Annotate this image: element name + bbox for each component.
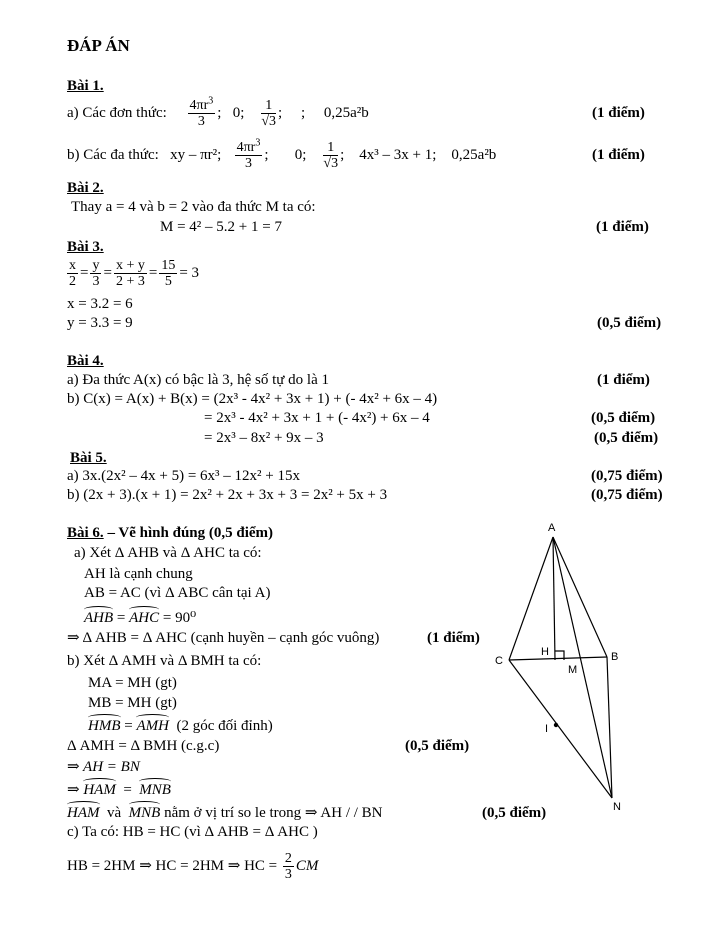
frac-num: 1 — [323, 140, 338, 156]
bai1-a-line: a) Các đơn thức: $\frac{4\pi r^3}{3}$ ; 0; $\frac{1}{√3}$ ; ; 0,25a²b — [67, 95, 369, 130]
label-h: H — [541, 646, 549, 658]
bai6-ah-common: AH là cạnh chung — [84, 566, 193, 582]
frac-den: 3 — [244, 156, 252, 172]
label-m: M — [568, 664, 578, 676]
segment-ah — [553, 537, 555, 660]
points-label: (1 điểm) — [592, 147, 645, 163]
bai3-heading: Bài 3. — [67, 239, 104, 255]
bai6-c-line: c) Ta có: HB = HC (vì Δ AHB = Δ AHC ) — [67, 824, 318, 840]
frac-num: x + y — [115, 258, 145, 274]
frac-num: y — [92, 258, 100, 274]
points-label: (1 điểm) — [592, 105, 645, 121]
bai4-a-line: a) Đa thức A(x) có bậc là 3, hệ số tự do là 1 — [67, 372, 330, 388]
implies: ⇒ — [67, 782, 80, 798]
eq-sign: = — [124, 718, 133, 734]
zero-value: 0; — [232, 105, 245, 121]
points-label: (0,5 điểm) — [482, 805, 547, 821]
bai4-b-line-1: b) C(x) = A(x) + B(x) = (2x³ - 4x² + 3x + 1) + (- 4x² + 6x – 4) — [67, 391, 438, 407]
points-label: (0,5 điểm) — [597, 315, 662, 331]
bai6-ah-bn: ⇒ AH = BN — [67, 759, 140, 775]
bai6-congruence-2: Δ AMH = Δ BMH (c.g.c) — [67, 738, 220, 754]
label-n: N — [613, 801, 621, 813]
points-label: (1 điểm) — [427, 630, 480, 646]
bai1-b-prefix: b) Các đa thức: — [67, 147, 159, 163]
vertical-note: (2 góc đối đỉnh) — [176, 718, 273, 734]
bai4-b-line-3: = 2x³ – 8x² + 9x – 3 — [204, 430, 324, 446]
poly-2: 4x³ – 3x + 1; — [359, 147, 437, 163]
points-label: (0,5 điểm) — [594, 430, 659, 446]
segment-cb — [509, 657, 607, 660]
label-a: A — [548, 522, 556, 534]
angle-ham: HAM — [83, 782, 116, 798]
label-i: I — [545, 723, 549, 735]
segment-ac — [509, 537, 553, 660]
bai5-a-line: a) 3x.(2x² – 4x + 5) = 6x³ – 12x² + 15x — [67, 468, 301, 484]
angle-value: = 90⁰ — [162, 610, 197, 626]
last-line-text: HB = 2HM ⇒ HC = 2HM ⇒ HC = — [67, 858, 278, 874]
frac-den: √3 — [323, 156, 339, 172]
bai5-heading: Bài 5. — [70, 450, 107, 466]
bai2-line-2: M = 4² – 5.2 + 1 = 7 — [160, 219, 282, 235]
alt-mid: và — [107, 805, 122, 821]
angle-ahb: AHB — [84, 610, 114, 626]
points-label: (0,75 điểm) — [591, 468, 663, 484]
points-label: (0,5 điểm) — [591, 410, 656, 426]
frac-num: 4πr — [189, 98, 209, 114]
angle-ham: HAM — [67, 805, 100, 821]
frac-den: 3 — [284, 867, 292, 883]
bai1-b-line: b) Các đa thức: xy – πr²; $\frac{4\pi r^3}{3}$ ; 0; $\frac{1}{√3}$ ; 4x³ – 3x + 1; 0,25a²b — [67, 137, 497, 172]
angle-amh: AMH — [136, 718, 169, 734]
frac-den: 3 — [92, 274, 100, 290]
bai4-heading: Bài 4. — [67, 353, 104, 369]
angle-hmb: HMB — [88, 718, 121, 734]
eq-sign: = — [116, 610, 126, 626]
bai1-a-prefix: a) Các đơn thức: — [67, 105, 167, 121]
fraction-pi-r3: $\frac{4\pi r^3}{3}$ — [236, 137, 261, 172]
bai6-mb-mh: MB = MH (gt) — [88, 695, 177, 711]
zero-value: 0; — [294, 147, 307, 163]
angle-mnb: MNB — [128, 805, 161, 821]
points-label: (0,75 điểm) — [591, 487, 663, 503]
points-label: (0,5 điểm) — [405, 738, 470, 754]
bai2-line-1: Thay a = 4 và b = 2 vào đa thức M ta có: — [71, 199, 316, 215]
bai1-heading: Bài 1. — [67, 78, 104, 94]
point-i-dot — [554, 723, 558, 727]
angle-ahc: AHC — [129, 610, 160, 626]
frac-den: 5 — [164, 274, 172, 290]
bai6-congruence-1: ⇒ Δ AHB = Δ AHC (cạnh huyền – cạnh góc vuông) — [67, 630, 380, 646]
poly-1: xy – πr²; — [170, 147, 222, 163]
alt-tail: nằm ở vị trí so le trong ⇒ AH / / BN — [164, 805, 383, 821]
angle-mnb: MNB — [139, 782, 171, 798]
bai5-b-line: b) (2x + 3).(x + 1) = 2x² + 2x + 3x + 3 = 2x² + 5x + 3 — [67, 487, 388, 503]
cm-segment: CM — [295, 858, 319, 874]
page-title: ĐÁP ÁN — [67, 36, 130, 55]
frac-num: 1 — [261, 98, 276, 114]
bai3-ratio-line: $\frac{x}{2}$ = $\frac{y}{3}$ = $\frac{x + y}{2 + 3}$ = $\frac{15}{5}$ = 3 — [69, 258, 200, 290]
frac-num: x — [69, 258, 76, 274]
bai6-b-intro: b) Xét Δ AMH và Δ BMH ta có: — [67, 653, 262, 669]
monomial: 0,25a²b — [451, 147, 497, 163]
bai4-b-line-2: = 2x³ - 4x² + 3x + 1 + (- 4x²) + 6x – 4 — [204, 410, 430, 426]
bai6-draw-note: – Vẽ hình đúng (0,5 điểm) — [103, 525, 274, 541]
bai6-ma-mh: MA = MH (gt) — [88, 675, 177, 691]
frac-num: 4πr — [236, 140, 256, 156]
points-label: (1 điểm) — [596, 219, 649, 235]
points-label: (1 điểm) — [597, 372, 650, 388]
bai3-y-line: y = 3.3 = 9 — [67, 315, 133, 331]
bai6-heading: Bài 6. — [67, 525, 104, 541]
frac-num: 2 — [284, 851, 292, 867]
frac-den: √3 — [261, 114, 277, 130]
bai6-ab-ac: AB = AC (vì Δ ABC cân tại A) — [84, 585, 271, 601]
bai3-x-line: x = 3.2 = 6 — [67, 296, 133, 312]
monomial: 0,25a²b — [323, 105, 369, 121]
segment-ab — [553, 537, 607, 657]
ratio-result: = 3 — [179, 265, 200, 281]
frac-den: 3 — [197, 114, 205, 130]
frac-den: 2 — [69, 274, 76, 290]
separator: ; — [300, 105, 306, 121]
bai6-a-intro: a) Xét Δ AHB và Δ AHC ta có: — [74, 545, 262, 561]
frac-num: 15 — [161, 258, 176, 274]
frac-den: 2 + 3 — [115, 274, 145, 290]
label-b: B — [611, 651, 619, 663]
fraction-pi-r3: $\frac{4\pi r^3}{3}$ — [189, 95, 214, 130]
bai2-heading: Bài 2. — [67, 180, 104, 196]
eq-sign: = — [123, 782, 132, 798]
label-c: C — [495, 655, 503, 667]
